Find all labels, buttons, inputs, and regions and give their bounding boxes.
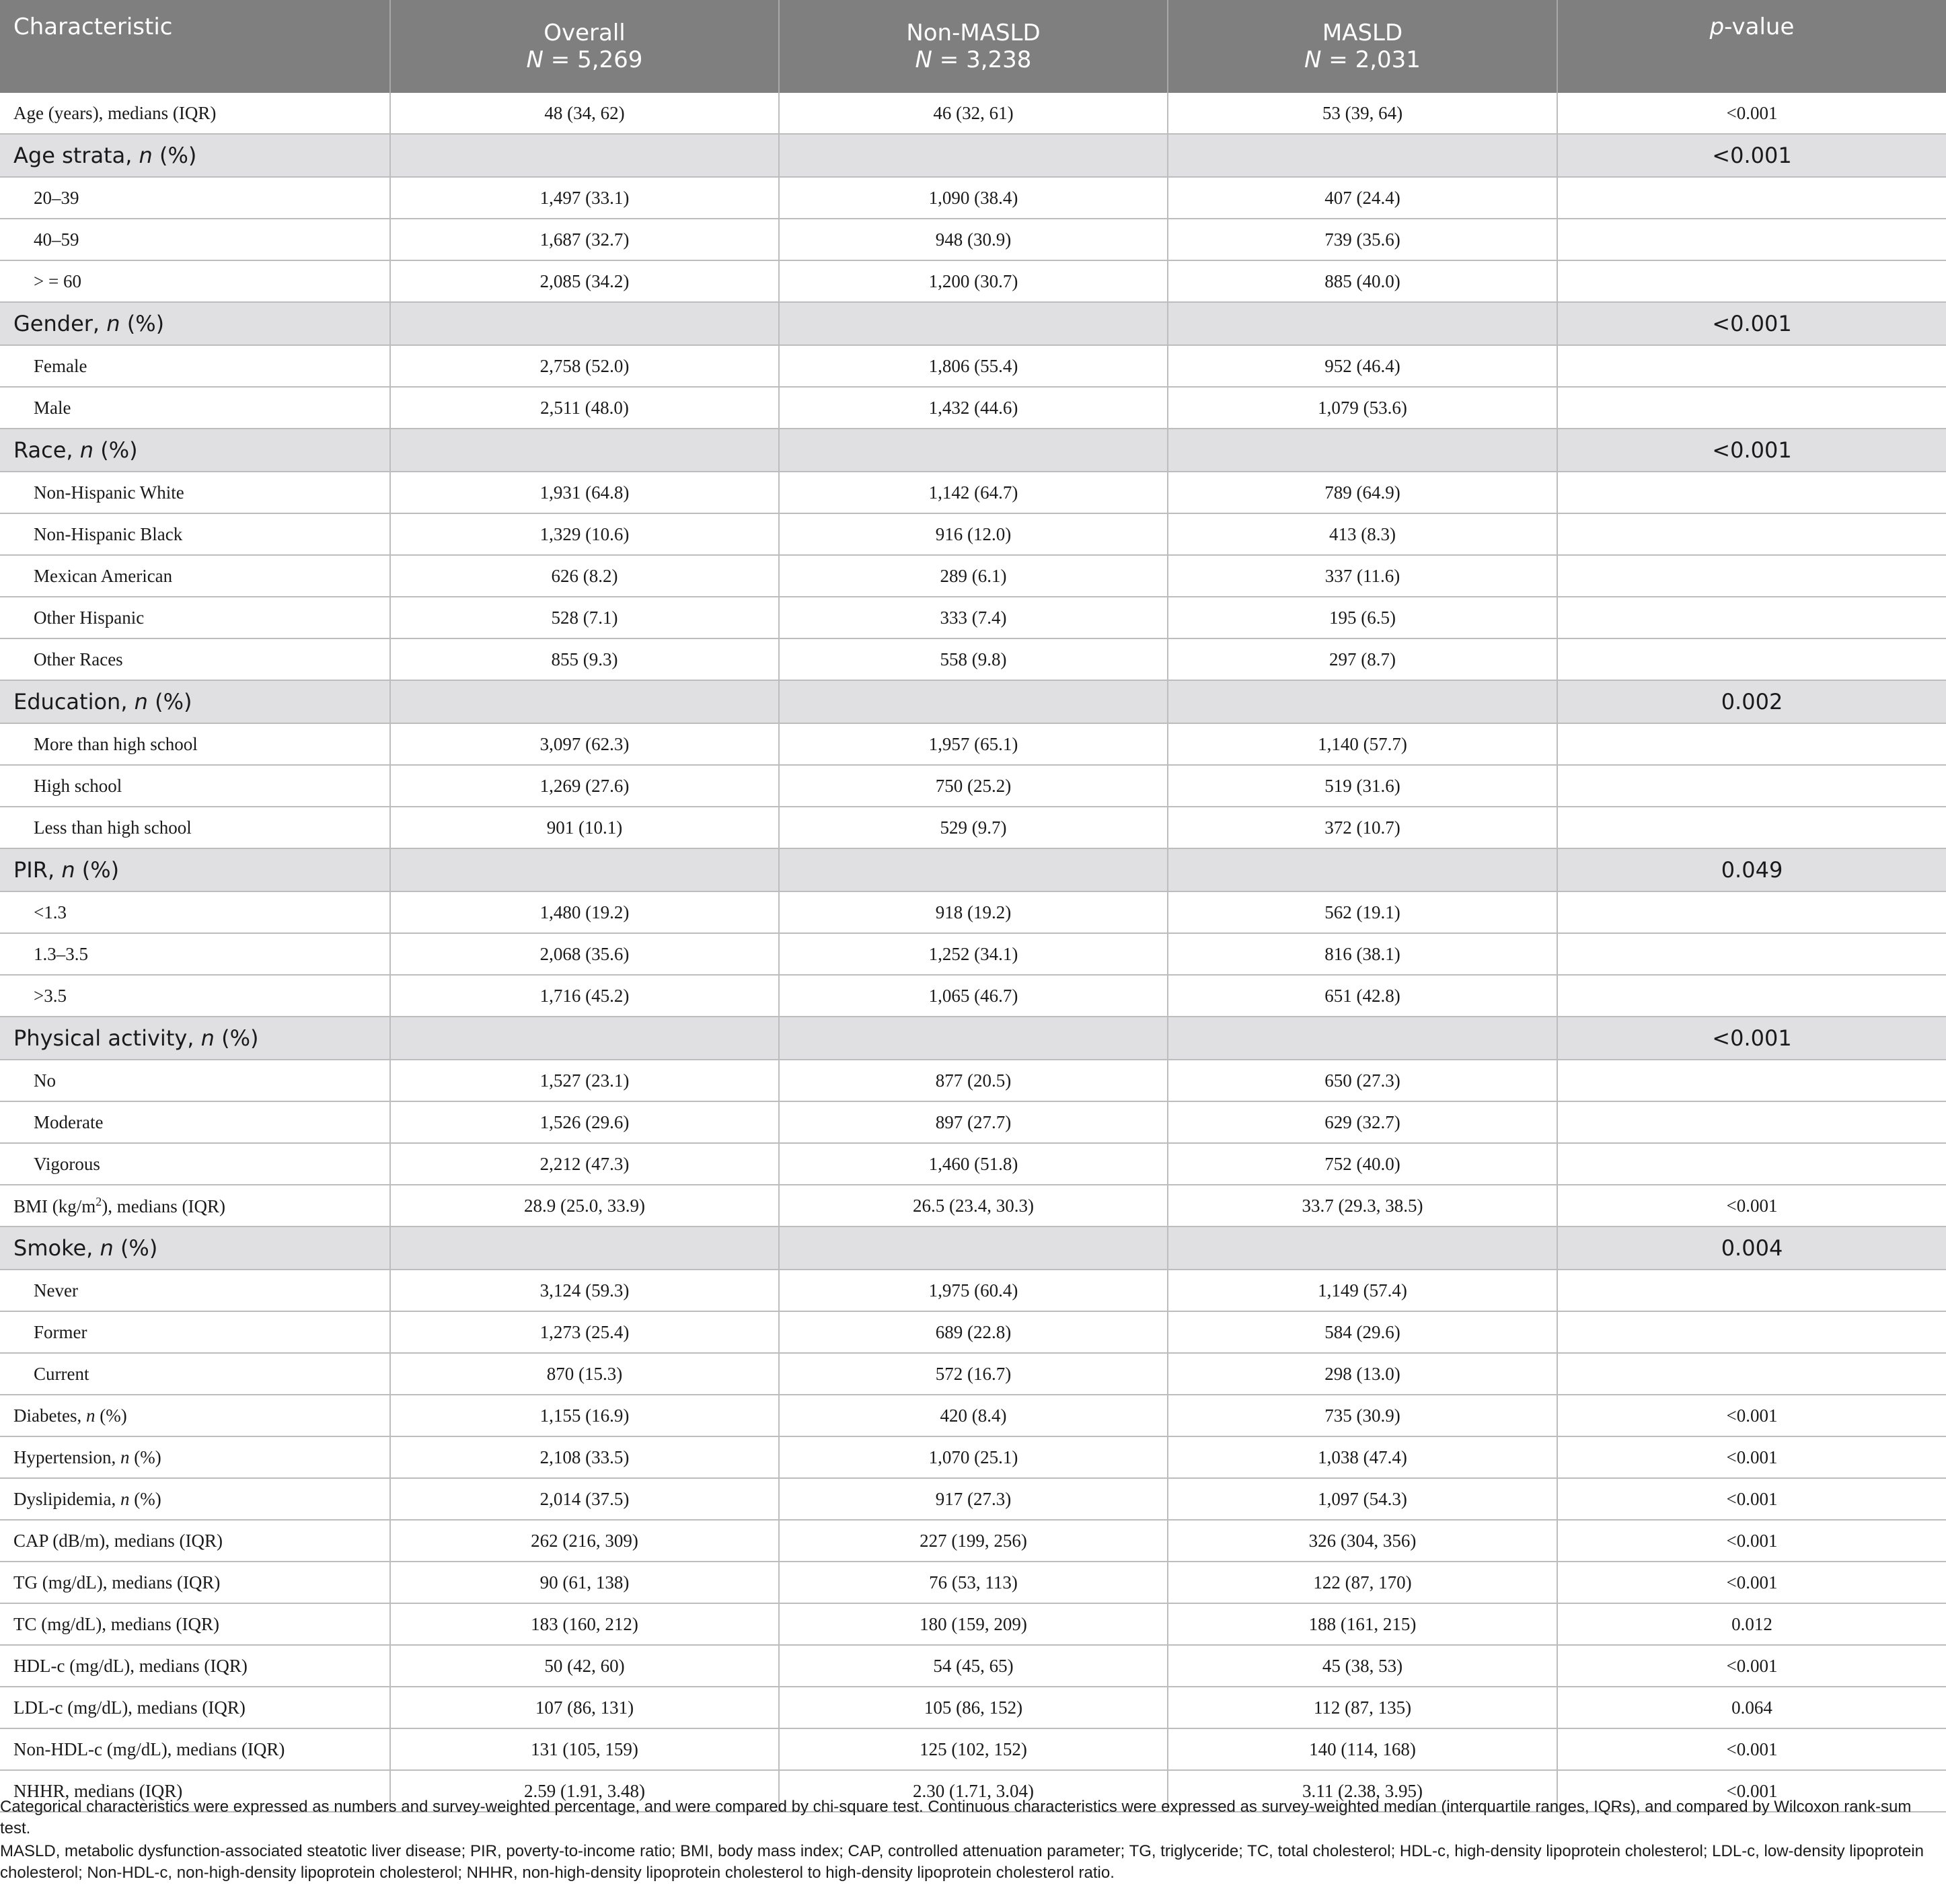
cell-p-value: 0.064 <box>1557 1687 1946 1728</box>
cell-p-value <box>1557 807 1946 848</box>
cell-masld: 739 (35.6) <box>1168 219 1557 260</box>
row-label <box>0 1436 390 1478</box>
row-label <box>0 1226 390 1270</box>
row-label <box>0 848 390 891</box>
footnote-abbreviations: MASLD, metabolic dysfunction-associated steatotic liver disease; PIR, poverty-to-income ratio; BMI, body mass index; CAP, controlled attenuation parameter; TG, triglyceride; TC, total cholesterol; HDL-c, high-density lipoprotein cholesterol; LDL-c, low-density lipoprotein cholesterol; Non-HDL-c, non-high-density lipoprotein cholesterol; NHHR, non-high-density lipoprotein cholesterol to high-density lipoprotein cholesterol ratio. <box>0 1842 1924 1882</box>
row-label: TG (mg/dL), medians (IQR) <box>0 1562 390 1603</box>
row-label: Female <box>0 345 390 387</box>
table-row <box>0 1728 1946 1770</box>
cell-non-masld: 227 (199, 256) <box>779 1520 1168 1562</box>
cell-masld: 326 (304, 356) <box>1168 1520 1557 1562</box>
cell-p-value <box>1557 1353 1946 1395</box>
header-row <box>0 0 1946 93</box>
cell-masld: 45 (38, 53) <box>1168 1645 1557 1687</box>
cell-p-value <box>1557 975 1946 1017</box>
table-row <box>0 1645 1946 1687</box>
cell-non-masld: 76 (53, 113) <box>779 1562 1168 1603</box>
cell-p-value <box>1557 555 1946 597</box>
cell-overall: 1,273 (25.4) <box>390 1311 779 1353</box>
cell-p-value: <0.001 <box>1557 1017 1946 1060</box>
cell-overall: 855 (9.3) <box>390 638 779 680</box>
cell-overall: 1,527 (23.1) <box>390 1060 779 1101</box>
cell-p-value <box>1557 1143 1946 1185</box>
cell-p-value <box>1557 345 1946 387</box>
cell-overall <box>390 429 779 472</box>
cell-p-value <box>1557 723 1946 765</box>
cell-masld: 298 (13.0) <box>1168 1353 1557 1395</box>
table-row <box>0 723 1946 765</box>
cell-overall: 1,931 (64.8) <box>390 472 779 513</box>
table-footnotes <box>0 1796 1937 1885</box>
table-row <box>0 1478 1946 1520</box>
table-row <box>0 387 1946 429</box>
cell-masld <box>1168 134 1557 177</box>
cell-overall: 870 (15.3) <box>390 1353 779 1395</box>
cell-p-value <box>1557 765 1946 807</box>
cell-non-masld: 54 (45, 65) <box>779 1645 1168 1687</box>
cell-non-masld: 529 (9.7) <box>779 807 1168 848</box>
n-symbol: n <box>106 311 120 336</box>
row-label-text: Smoke, <box>13 1235 100 1261</box>
cell-non-masld <box>779 429 1168 472</box>
cell-masld: 752 (40.0) <box>1168 1143 1557 1185</box>
cell-masld: 816 (38.1) <box>1168 933 1557 975</box>
cell-non-masld <box>779 134 1168 177</box>
cell-p-value: <0.001 <box>1557 1728 1946 1770</box>
cell-overall: 1,687 (32.7) <box>390 219 779 260</box>
row-label: CAP (dB/m), medians (IQR) <box>0 1520 390 1562</box>
cell-p-value: <0.001 <box>1557 1520 1946 1562</box>
table-row <box>0 1562 1946 1603</box>
row-label <box>0 1017 390 1060</box>
group-header-row <box>0 848 1946 891</box>
cell-masld: 885 (40.0) <box>1168 260 1557 302</box>
table-row <box>0 933 1946 975</box>
row-label-suffix: (%) <box>129 1488 161 1509</box>
table-row <box>0 93 1946 134</box>
cell-non-masld: 918 (19.2) <box>779 891 1168 933</box>
cell-p-value: <0.001 <box>1557 1185 1946 1226</box>
row-label <box>0 429 390 472</box>
cell-masld: 1,140 (57.7) <box>1168 723 1557 765</box>
row-label: > = 60 <box>0 260 390 302</box>
row-label: More than high school <box>0 723 390 765</box>
cell-masld: 650 (27.3) <box>1168 1060 1557 1101</box>
row-label-suffix: (%) <box>120 311 165 336</box>
cell-masld: 1,038 (47.4) <box>1168 1436 1557 1478</box>
row-label: NHHR, medians (IQR) <box>0 1770 390 1812</box>
row-label-suffix: (%) <box>75 857 120 883</box>
cell-masld: 140 (114, 168) <box>1168 1728 1557 1770</box>
table-row <box>0 597 1946 638</box>
row-label-text: PIR, <box>13 857 62 883</box>
row-label: Current <box>0 1353 390 1395</box>
cell-p-value <box>1557 1060 1946 1101</box>
header-p-value: p-value <box>1557 0 1946 93</box>
table-row <box>0 1687 1946 1728</box>
cell-overall: 2,212 (47.3) <box>390 1143 779 1185</box>
cell-masld: 735 (30.9) <box>1168 1395 1557 1436</box>
row-label: Age (years), medians (IQR) <box>0 93 390 134</box>
row-label-suffix: (%) <box>93 437 138 463</box>
cell-masld: 1,149 (57.4) <box>1168 1270 1557 1311</box>
table-row <box>0 638 1946 680</box>
group-header-row <box>0 302 1946 345</box>
cell-p-value: 0.049 <box>1557 848 1946 891</box>
row-label-text: BMI (kg/m <box>13 1196 96 1216</box>
cell-masld <box>1168 680 1557 723</box>
row-label: Non-Hispanic White <box>0 472 390 513</box>
cell-non-masld: 1,252 (34.1) <box>779 933 1168 975</box>
cell-non-masld: 26.5 (23.4, 30.3) <box>779 1185 1168 1226</box>
cell-p-value <box>1557 387 1946 429</box>
header-characteristic: Characteristic <box>0 0 390 93</box>
cell-masld: 372 (10.7) <box>1168 807 1557 848</box>
row-label-text: Education, <box>13 689 135 715</box>
cell-p-value <box>1557 177 1946 219</box>
cell-non-masld <box>779 1226 1168 1270</box>
cell-non-masld: 1,432 (44.6) <box>779 387 1168 429</box>
table-row <box>0 1520 1946 1562</box>
table-row <box>0 345 1946 387</box>
cell-non-masld <box>779 848 1168 891</box>
cell-non-masld: 558 (9.8) <box>779 638 1168 680</box>
footnote-methods: Categorical characteristics were expressed as numbers and survey-weighted percentage, and were compared by chi-square test. Continuous characteristics were expressed as survey-weighted median (interquartile ranges, IQRs), and compared by Wilcoxon rank-sum test. <box>0 1798 1912 1837</box>
cell-p-value: <0.001 <box>1557 1395 1946 1436</box>
table-row <box>0 1270 1946 1311</box>
row-label-suffix: (%) <box>152 143 197 168</box>
cell-overall: 3,097 (62.3) <box>390 723 779 765</box>
row-label-suffix: (%) <box>95 1405 127 1426</box>
cell-p-value: <0.001 <box>1557 1562 1946 1603</box>
cell-non-masld: 289 (6.1) <box>779 555 1168 597</box>
cell-overall: 1,497 (33.1) <box>390 177 779 219</box>
row-label: Male <box>0 387 390 429</box>
row-label-text: Gender, <box>13 311 107 336</box>
table-row <box>0 1060 1946 1101</box>
n-symbol: n <box>85 1405 96 1426</box>
row-label-text: Age strata, <box>13 143 139 168</box>
table-header <box>0 0 1946 93</box>
cell-p-value: <0.001 <box>1557 1645 1946 1687</box>
n-symbol: n <box>100 1235 114 1261</box>
cell-non-masld: 877 (20.5) <box>779 1060 1168 1101</box>
table-row <box>0 765 1946 807</box>
cell-masld: 407 (24.4) <box>1168 177 1557 219</box>
cell-overall: 28.9 (25.0, 33.9) <box>390 1185 779 1226</box>
cell-non-masld: 1,065 (46.7) <box>779 975 1168 1017</box>
cell-overall: 1,329 (10.6) <box>390 513 779 555</box>
cell-overall: 2,108 (33.5) <box>390 1436 779 1478</box>
row-label: High school <box>0 765 390 807</box>
cell-non-masld: 46 (32, 61) <box>779 93 1168 134</box>
cell-masld: 789 (64.9) <box>1168 472 1557 513</box>
n-symbol: n <box>120 1447 130 1467</box>
cell-masld <box>1168 1017 1557 1060</box>
n-symbol: n <box>61 857 75 883</box>
cell-masld: 519 (31.6) <box>1168 765 1557 807</box>
cell-p-value <box>1557 1101 1946 1143</box>
cell-p-value: <0.001 <box>1557 1770 1946 1812</box>
row-label-suffix: (%) <box>147 689 192 715</box>
n-symbol: n <box>200 1025 215 1051</box>
cell-non-masld: 420 (8.4) <box>779 1395 1168 1436</box>
table-row <box>0 1311 1946 1353</box>
cell-overall: 2,758 (52.0) <box>390 345 779 387</box>
cell-overall: 262 (216, 309) <box>390 1520 779 1562</box>
cell-p-value: 0.002 <box>1557 680 1946 723</box>
cell-overall: 107 (86, 131) <box>390 1687 779 1728</box>
cell-masld: 122 (87, 170) <box>1168 1562 1557 1603</box>
cell-overall: 1,480 (19.2) <box>390 891 779 933</box>
row-label: Less than high school <box>0 807 390 848</box>
cell-p-value <box>1557 891 1946 933</box>
row-label: Non-Hispanic Black <box>0 513 390 555</box>
table-row <box>0 1603 1946 1645</box>
cell-masld: 53 (39, 64) <box>1168 93 1557 134</box>
row-label <box>0 680 390 723</box>
row-label: Other Races <box>0 638 390 680</box>
cell-overall <box>390 1226 779 1270</box>
row-label-suffix: ), medians (IQR) <box>102 1196 225 1216</box>
cell-overall <box>390 134 779 177</box>
cell-non-masld: 750 (25.2) <box>779 765 1168 807</box>
n-symbol: n <box>120 1488 130 1509</box>
table-row <box>0 1101 1946 1143</box>
table-row <box>0 1353 1946 1395</box>
cell-p-value: <0.001 <box>1557 134 1946 177</box>
row-label: TC (mg/dL), medians (IQR) <box>0 1603 390 1645</box>
cell-masld: 413 (8.3) <box>1168 513 1557 555</box>
row-label-suffix: (%) <box>129 1447 161 1467</box>
table-row <box>0 975 1946 1017</box>
cell-overall: 1,155 (16.9) <box>390 1395 779 1436</box>
table-row <box>0 472 1946 513</box>
cell-non-masld: 917 (27.3) <box>779 1478 1168 1520</box>
cell-overall <box>390 848 779 891</box>
cell-masld: 112 (87, 135) <box>1168 1687 1557 1728</box>
cell-overall: 1,526 (29.6) <box>390 1101 779 1143</box>
cell-non-masld: 1,070 (25.1) <box>779 1436 1168 1478</box>
cell-overall: 1,269 (27.6) <box>390 765 779 807</box>
row-label: LDL-c (mg/dL), medians (IQR) <box>0 1687 390 1728</box>
cell-overall: 90 (61, 138) <box>390 1562 779 1603</box>
cell-non-masld: 1,142 (64.7) <box>779 472 1168 513</box>
cell-p-value <box>1557 597 1946 638</box>
table-row <box>0 891 1946 933</box>
cell-non-masld: 1,957 (65.1) <box>779 723 1168 765</box>
cell-p-value: <0.001 <box>1557 429 1946 472</box>
cell-masld <box>1168 1226 1557 1270</box>
cell-masld: 952 (46.4) <box>1168 345 1557 387</box>
cell-non-masld: 105 (86, 152) <box>779 1687 1168 1728</box>
row-label: Former <box>0 1311 390 1353</box>
cell-masld: 1,097 (54.3) <box>1168 1478 1557 1520</box>
group-header-row <box>0 1226 1946 1270</box>
row-label-text: Physical activity, <box>13 1025 201 1051</box>
cell-non-masld: 1,200 (30.7) <box>779 260 1168 302</box>
header-masld: MASLD N = 2,031 <box>1168 0 1557 93</box>
header-overall: Overall N = 5,269 <box>390 0 779 93</box>
cell-non-masld: 180 (159, 209) <box>779 1603 1168 1645</box>
row-label: Other Hispanic <box>0 597 390 638</box>
cell-non-masld: 689 (22.8) <box>779 1311 1168 1353</box>
cell-masld: 33.7 (29.3, 38.5) <box>1168 1185 1557 1226</box>
cell-overall <box>390 680 779 723</box>
cell-overall: 528 (7.1) <box>390 597 779 638</box>
cell-masld: 1,079 (53.6) <box>1168 387 1557 429</box>
row-label: <1.3 <box>0 891 390 933</box>
table-row <box>0 1436 1946 1478</box>
cell-non-masld <box>779 1017 1168 1060</box>
row-label: Moderate <box>0 1101 390 1143</box>
row-label-text: Race, <box>13 437 80 463</box>
n-symbol: n <box>139 143 153 168</box>
n-symbol: n <box>79 437 94 463</box>
group-header-row <box>0 429 1946 472</box>
cell-non-masld: 572 (16.7) <box>779 1353 1168 1395</box>
row-label-text: Hypertension, <box>13 1447 120 1467</box>
cell-non-masld: 333 (7.4) <box>779 597 1168 638</box>
cell-non-masld <box>779 680 1168 723</box>
cell-overall: 48 (34, 62) <box>390 93 779 134</box>
cell-masld: 584 (29.6) <box>1168 1311 1557 1353</box>
row-label <box>0 1478 390 1520</box>
table-body <box>0 93 1946 1812</box>
table-row <box>0 555 1946 597</box>
header-non-masld: Non-MASLD N = 3,238 <box>779 0 1168 93</box>
cell-overall: 2.59 (1.91, 3.48) <box>390 1770 779 1812</box>
group-header-row <box>0 134 1946 177</box>
n-symbol: n <box>134 689 148 715</box>
cell-p-value <box>1557 219 1946 260</box>
cell-p-value <box>1557 472 1946 513</box>
row-label: 40–59 <box>0 219 390 260</box>
table-row <box>0 513 1946 555</box>
cell-masld: 629 (32.7) <box>1168 1101 1557 1143</box>
cell-p-value: 0.004 <box>1557 1226 1946 1270</box>
cell-non-masld: 1,090 (38.4) <box>779 177 1168 219</box>
cell-p-value <box>1557 260 1946 302</box>
row-label <box>0 1185 390 1226</box>
cell-p-value <box>1557 1270 1946 1311</box>
cell-masld: 651 (42.8) <box>1168 975 1557 1017</box>
row-label: Never <box>0 1270 390 1311</box>
cell-p-value: <0.001 <box>1557 1436 1946 1478</box>
cell-overall: 2,014 (37.5) <box>390 1478 779 1520</box>
cell-masld: 297 (8.7) <box>1168 638 1557 680</box>
table-row <box>0 1395 1946 1436</box>
group-header-row <box>0 680 1946 723</box>
cell-p-value <box>1557 1311 1946 1353</box>
row-label-text: Dyslipidemia, <box>13 1488 120 1509</box>
cell-overall: 2,511 (48.0) <box>390 387 779 429</box>
row-label: Vigorous <box>0 1143 390 1185</box>
row-label <box>0 134 390 177</box>
cell-non-masld: 2.30 (1.71, 3.04) <box>779 1770 1168 1812</box>
cell-overall: 626 (8.2) <box>390 555 779 597</box>
table-row <box>0 1185 1946 1226</box>
cell-masld: 562 (19.1) <box>1168 891 1557 933</box>
cell-masld: 195 (6.5) <box>1168 597 1557 638</box>
cell-p-value: 0.012 <box>1557 1603 1946 1645</box>
cell-overall: 3,124 (59.3) <box>390 1270 779 1311</box>
cell-overall: 2,085 (34.2) <box>390 260 779 302</box>
cell-non-masld: 948 (30.9) <box>779 219 1168 260</box>
cell-masld <box>1168 302 1557 345</box>
cell-overall: 2,068 (35.6) <box>390 933 779 975</box>
cell-non-masld: 1,975 (60.4) <box>779 1270 1168 1311</box>
row-label: 1.3–3.5 <box>0 933 390 975</box>
row-label: >3.5 <box>0 975 390 1017</box>
row-label: Mexican American <box>0 555 390 597</box>
table-row <box>0 807 1946 848</box>
row-label-text: Diabetes, <box>13 1405 86 1426</box>
row-label-suffix: (%) <box>214 1025 259 1051</box>
cell-non-masld: 1,806 (55.4) <box>779 345 1168 387</box>
cell-non-masld: 897 (27.7) <box>779 1101 1168 1143</box>
cell-p-value: <0.001 <box>1557 93 1946 134</box>
cell-overall <box>390 302 779 345</box>
row-label: HDL-c (mg/dL), medians (IQR) <box>0 1645 390 1687</box>
row-label: Non-HDL-c (mg/dL), medians (IQR) <box>0 1728 390 1770</box>
cell-p-value <box>1557 638 1946 680</box>
table-row <box>0 177 1946 219</box>
cell-overall: 1,716 (45.2) <box>390 975 779 1017</box>
row-label: 20–39 <box>0 177 390 219</box>
cell-p-value <box>1557 513 1946 555</box>
cell-overall: 183 (160, 212) <box>390 1603 779 1645</box>
cell-overall: 131 (105, 159) <box>390 1728 779 1770</box>
cell-masld: 188 (161, 215) <box>1168 1603 1557 1645</box>
row-label-suffix: (%) <box>113 1235 158 1261</box>
cell-masld <box>1168 848 1557 891</box>
cell-p-value: <0.001 <box>1557 302 1946 345</box>
table-row <box>0 260 1946 302</box>
row-label: No <box>0 1060 390 1101</box>
cell-non-masld: 1,460 (51.8) <box>779 1143 1168 1185</box>
table-row <box>0 219 1946 260</box>
cell-overall <box>390 1017 779 1060</box>
cell-p-value <box>1557 933 1946 975</box>
group-header-row <box>0 1017 1946 1060</box>
cell-masld <box>1168 429 1557 472</box>
cell-overall: 50 (42, 60) <box>390 1645 779 1687</box>
cell-p-value: <0.001 <box>1557 1478 1946 1520</box>
cell-non-masld <box>779 302 1168 345</box>
cell-masld: 337 (11.6) <box>1168 555 1557 597</box>
table-row <box>0 1143 1946 1185</box>
cell-masld: 3.11 (2.38, 3.95) <box>1168 1770 1557 1812</box>
cell-non-masld: 125 (102, 152) <box>779 1728 1168 1770</box>
row-label <box>0 302 390 345</box>
cell-non-masld: 916 (12.0) <box>779 513 1168 555</box>
superscript: 2 <box>96 1194 102 1208</box>
row-label <box>0 1395 390 1436</box>
cell-overall: 901 (10.1) <box>390 807 779 848</box>
